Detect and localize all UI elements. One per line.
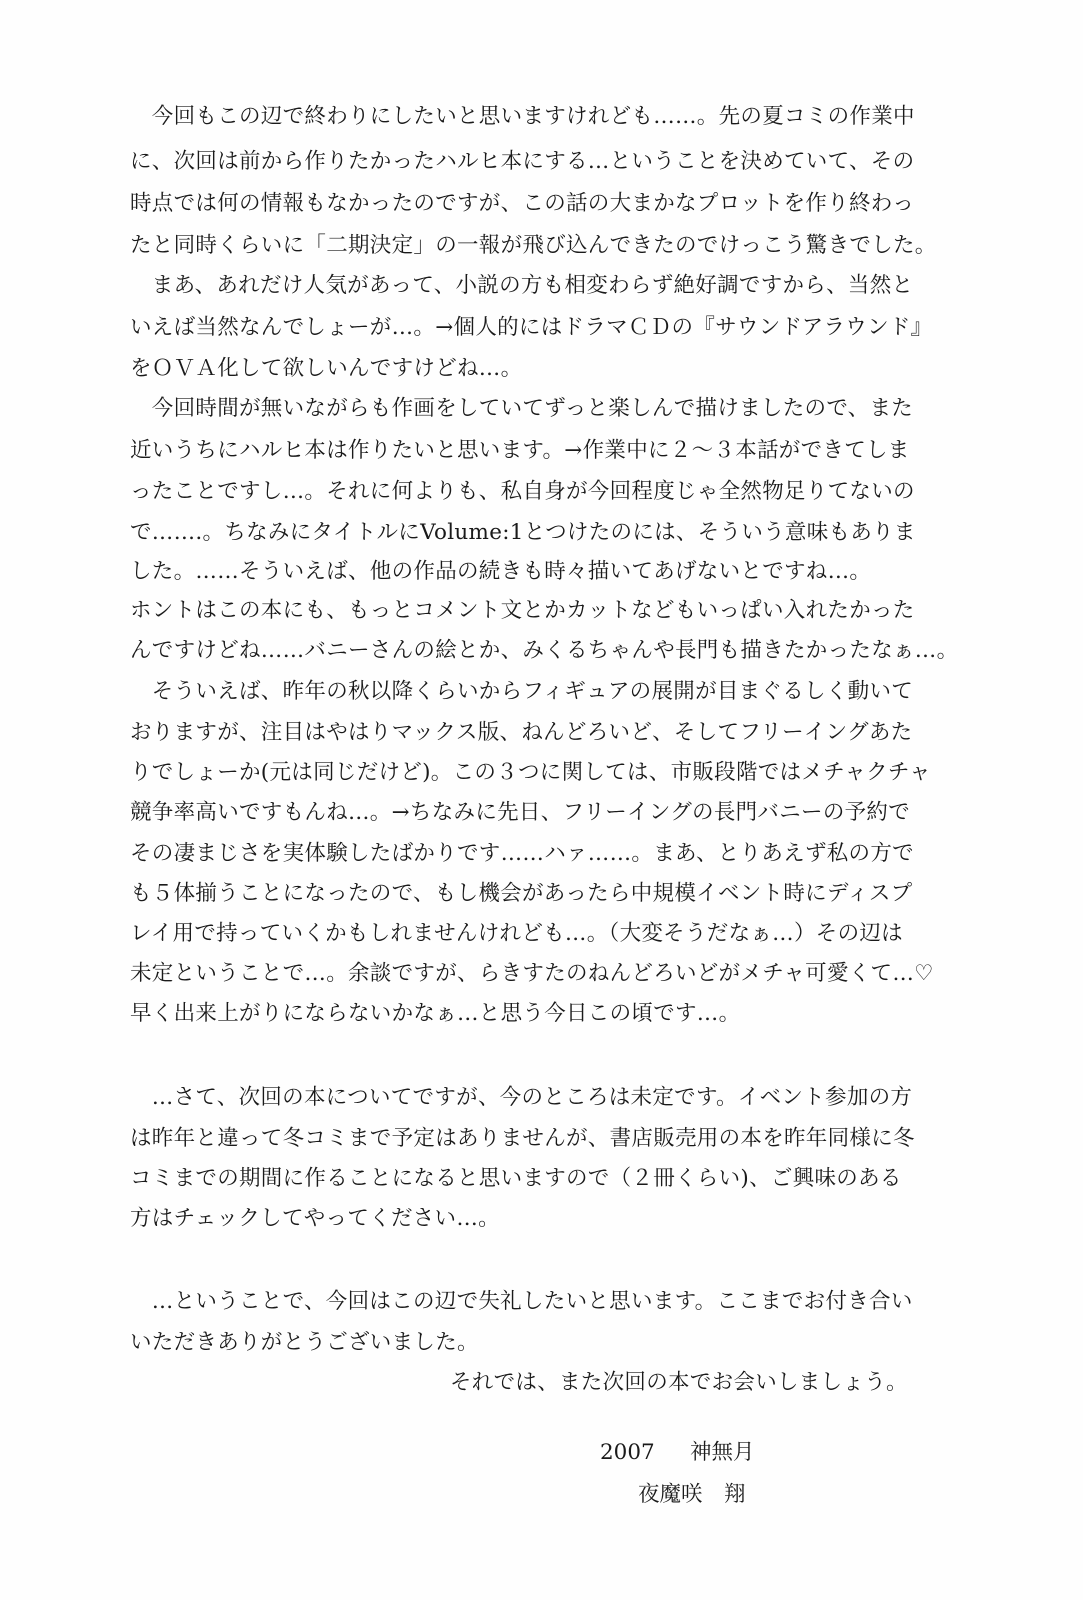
text-line: …ということで、今回はこの辺で失礼したいと思います。ここまでお付き合い	[130, 1289, 913, 1314]
text-line: たと同時くらいに「二期決定」の一報が飛び込んできたのでけっこう驚きでした。	[130, 233, 937, 258]
text-line: りでしょーか(元は同じだけど)。この３つに関しては、市販段階ではメチャクチャ	[130, 760, 931, 785]
text-line: いえば当然なんでしょーが…。→個人的にはドラマＣＤの『サウンドアラウンド』	[130, 315, 933, 340]
text-line: その凄まじさを実体験したばかりです……ハァ……。まあ、とりあえず私の方で	[130, 841, 914, 866]
text-line: コミまでの期間に作ることになると思いますので（２冊くらい)、ご興味のある	[130, 1166, 902, 1191]
text-line: まあ、あれだけ人気があって、小説の方も相変わらず絶好調ですから、当然と	[130, 273, 914, 298]
signature-author: 夜魔咲 翔	[638, 1482, 746, 1507]
closing-line: それでは、また次回の本でお会いしましょう。	[450, 1370, 908, 1395]
text-line: 今回もこの辺で終わりにしたいと思いますけれども……。先の夏コミの作業中	[130, 104, 915, 129]
text-line: 競争率高いですもんね…。→ちなみに先日、フリーイングの長門バニーの予約で	[130, 800, 911, 825]
text-line: も５体揃うことになったので、もし機会があったら中規模イベント時にディスプ	[130, 881, 913, 906]
text-line: をＯＶＡ化して欲しいんですけどね…。	[130, 356, 523, 381]
text-line: そういえば、昨年の秋以降くらいからフィギュアの展開が目まぐるしく動いて	[130, 679, 914, 704]
text-line: ホントはこの本にも、もっとコメント文とかカットなどもいっぱい入れたかった	[130, 598, 915, 623]
text-line: 近いうちにハルヒ本は作りたいと思います。→作業中に２～３本話ができてしま	[130, 438, 910, 463]
text-line: 時点では何の情報もなかったのですが、この話の大まかなプロットを作り終わっ	[130, 191, 915, 216]
text-line: 方はチェックしてやってください…。	[130, 1206, 500, 1231]
text-line: は昨年と違って冬コミまで予定はありませんが、書店販売用の本を昨年同様に冬	[130, 1126, 915, 1151]
text-line: おりますが、注目はやはりマックス版、ねんどろいど、そしてフリーイングあた	[130, 720, 913, 745]
text-line: いただきありがとうございました。	[130, 1330, 479, 1355]
text-line: …さて、次回の本についてですが、今のところは未定です。イベント参加の方	[130, 1085, 913, 1110]
text-line: んですけどね……バニーさんの絵とか、みくるちゃんや長門も描きたかったなぁ…。	[130, 638, 959, 663]
text-line: ったことですし…。それに何よりも、私自身が今回程度じゃ全然物足りてないの	[130, 479, 915, 504]
text-line: に、次回は前から作りたかったハルヒ本にする…ということを決めていて、その	[130, 149, 915, 174]
text-line: 今回時間が無いながらも作画をしていてずっと楽しんで描けましたので、また	[130, 396, 914, 421]
text-line: した。……そういえば、他の作品の続きも時々描いてあげないとですね…。	[130, 559, 872, 584]
text-line: 未定ということで…。余談ですが、らきすたのねんどろいどがメチャ可愛くて…♡	[130, 961, 934, 986]
signature-year: 2007	[600, 1440, 655, 1465]
text-line: 早く出来上がりにならないかなぁ…と思う今日この頃です…。	[130, 1001, 741, 1026]
signature-month: 神無月	[690, 1440, 755, 1465]
text-line: レイ用で持っていくかもしれませんけれども…。（大変そうだなぁ…）その辺は	[130, 921, 903, 946]
text-line: で…….。ちなみにタイトルにVolume:1とつけたのには、そういう意味もありま	[130, 520, 916, 545]
